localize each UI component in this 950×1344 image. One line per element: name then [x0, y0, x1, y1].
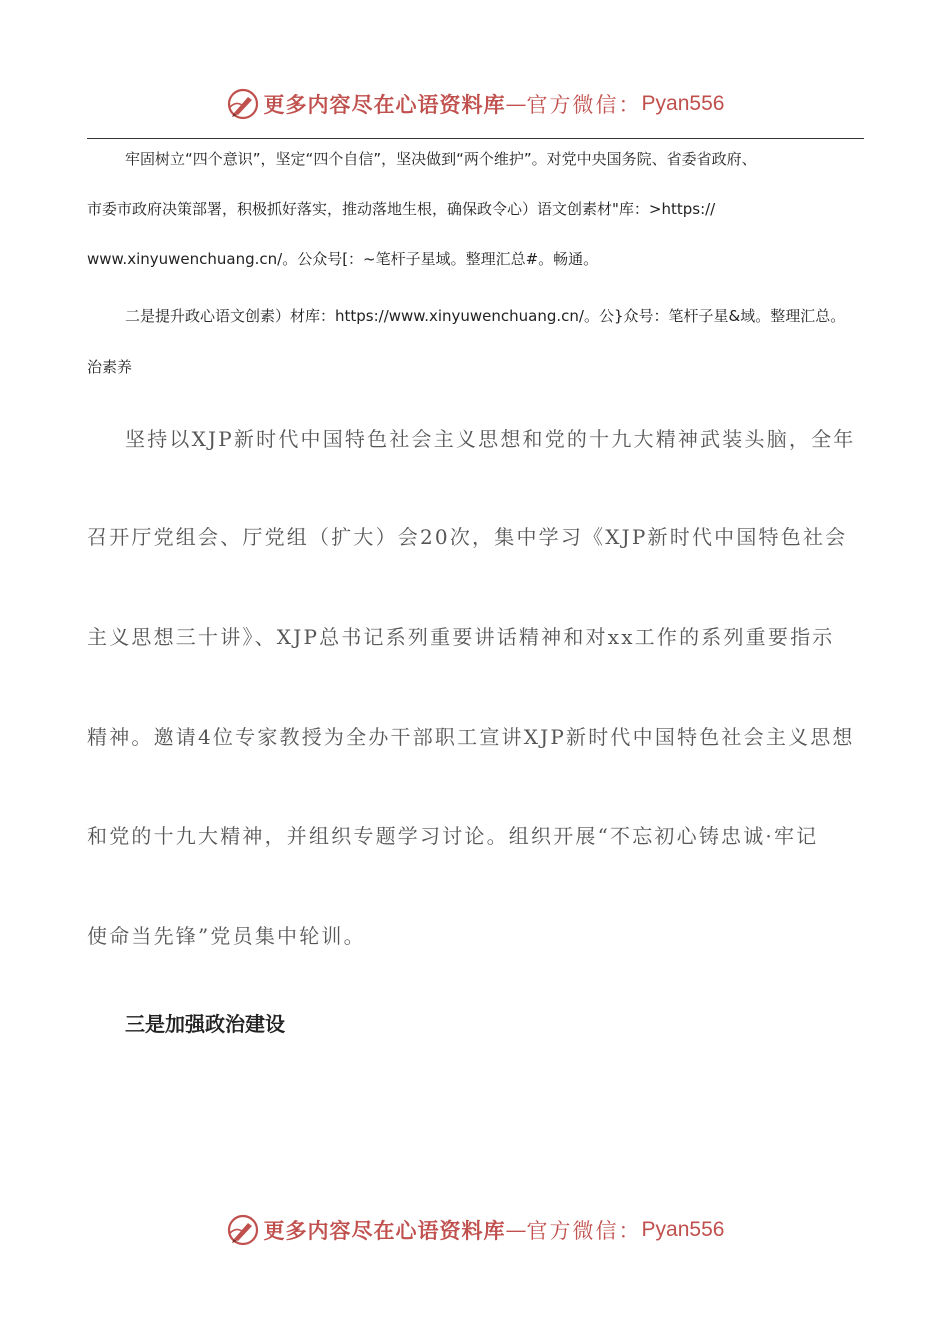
large-line-5: 和党的十九大精神，并组织专题学习讨论。组织开展“不忘初心铸忠诚·牢记 [87, 824, 819, 848]
small-line-1: 牢固树立“四个意识”，坚定“四个自信”，坚决做到“两个维护”。对党中央国务院、省委省政府、 [125, 150, 757, 168]
small-line-5: 治素养 [87, 358, 133, 376]
header-divider [87, 138, 864, 139]
pen-logo-icon [226, 87, 260, 121]
banner-wechat-label: 官方微信： [526, 93, 642, 117]
footer-banner [0, 1210, 950, 1250]
banner-wechat-id: Pyan556 [641, 1218, 725, 1241]
banner-title: 更多内容尽在心语资料库 [263, 92, 506, 117]
small-line-4: 二是提升政心语文创素）材库：https://www.xinyuwenchuang.cn/。公}众号：笔杆子星&域。整理汇总。 [125, 307, 846, 325]
banner-wechat-label: 官方微信： [526, 1219, 642, 1243]
banner-title: 更多内容尽在心语资料库 [263, 1218, 506, 1243]
small-line-3: www.xinyuwenchuang.cn/。公众号[：~笔杆子星域。整理汇总#。畅通。 [87, 250, 599, 268]
banner-separator: — [505, 1218, 527, 1242]
large-line-4: 精神。邀请4位专家教授为全办干部职工宣讲XJP新时代中国特色社会主义思想 [87, 725, 855, 749]
large-line-1: 坚持以XJP新时代中国特色社会主义思想和党的十九大精神武装头脑，全年 [125, 427, 856, 451]
banner-wechat-id: Pyan556 [641, 92, 725, 115]
section-heading: 三是加强政治建设 [125, 1012, 285, 1036]
large-line-2: 召开厅党组会、厅党组（扩大）会20次，集中学习《XJP新时代中国特色社会 [87, 525, 848, 549]
header-banner [0, 84, 950, 124]
pen-logo-icon [226, 1213, 260, 1247]
small-line-2: 市委市政府决策部署，积极抓好落实，推动落地生根，确保政令心）语文创素材"库：>https:// [87, 200, 716, 218]
large-line-6: 使命当先锋”党员集中轮训。 [87, 924, 366, 948]
large-line-3: 主义思想三十讲》、XJP总书记系列重要讲话精神和对xx工作的系列重要指示 [87, 625, 835, 649]
banner-separator: — [505, 92, 527, 116]
